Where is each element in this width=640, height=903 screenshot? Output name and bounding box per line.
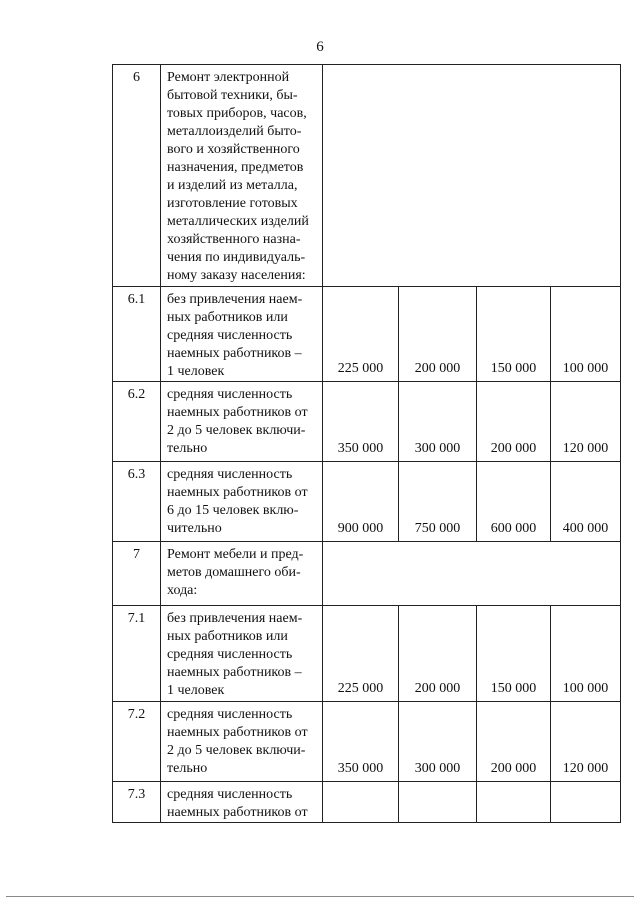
row-number: 6 [113,65,161,287]
description-line: Ремонт мебели и пред- [167,547,304,562]
description-line: средняя численность [167,787,293,802]
description-line: ных работников или [167,629,288,644]
table-body [113,65,621,823]
value-cell: 900 000 [323,462,399,542]
description-line: наемных работников от [167,725,308,740]
description-line: наемных работников от [167,485,308,500]
value-cell: 300 000 [399,382,477,462]
table-row [113,782,621,823]
description-line: без привлечения наем- [167,292,303,307]
row-description [161,782,323,823]
value-cell [399,782,477,823]
value-cell [323,782,399,823]
row-description [161,382,323,462]
description-line: ному заказу населения: [167,268,306,283]
page-bottom-rule [6,896,634,897]
description-line: изготовление готовых [167,196,298,211]
value-cell: 350 000 [323,382,399,462]
row-description [161,702,323,782]
description-line: металлоизделий быто- [167,124,302,139]
row-number: 6.2 [113,382,161,462]
row-description [161,65,323,287]
merged-empty-cell [323,542,621,606]
description-line: без привлечения наем- [167,611,303,626]
description-line: металлических изделий [167,214,309,229]
value-cell: 225 000 [323,606,399,702]
row-number: 7 [113,542,161,606]
description-line: наемных работников от [167,805,308,820]
value-cell: 150 000 [477,287,551,382]
description-line: наемных работников – [167,346,302,361]
description-line: тельно [167,761,208,776]
page-number: 6 [316,39,324,55]
row-description [161,606,323,702]
description-line: чительно [167,521,222,536]
value-cell: 600 000 [477,462,551,542]
table-row [113,287,621,382]
description-line: наемных работников от [167,405,308,420]
merged-empty-cell [323,65,621,287]
value-cell: 120 000 [551,382,621,462]
row-number: 7.1 [113,606,161,702]
value-cell: 120 000 [551,702,621,782]
description-line: вого и хозяйственного [167,142,300,157]
table-row [113,462,621,542]
description-line: средняя численность [167,328,293,343]
description-line: средняя численность [167,387,293,402]
table-row [113,702,621,782]
description-line: 1 человек [167,683,225,698]
value-cell: 300 000 [399,702,477,782]
tariff-table [112,64,621,823]
description-line: ных работников или [167,310,288,325]
row-number: 7.3 [113,782,161,823]
description-line: метов домашнего оби- [167,565,301,580]
description-line: чения по индивидуаль- [167,250,306,265]
description-line: 2 до 5 человек включи- [167,743,306,758]
description-line: средняя численность [167,707,293,722]
value-cell: 150 000 [477,606,551,702]
description-line: назначения, предметов [167,160,304,175]
value-cell: 200 000 [399,287,477,382]
value-cell: 200 000 [477,702,551,782]
table-row [113,382,621,462]
value-cell [477,782,551,823]
row-description [161,462,323,542]
description-line: хода: [167,583,198,598]
value-cell: 350 000 [323,702,399,782]
table-row [113,606,621,702]
description-line: Ремонт электронной [167,70,290,85]
description-line: и изделий из металла, [167,178,298,193]
value-cell: 200 000 [399,606,477,702]
value-cell: 225 000 [323,287,399,382]
value-cell [551,782,621,823]
value-cell: 750 000 [399,462,477,542]
table-row [113,65,621,287]
description-line: товых приборов, часов, [167,106,307,121]
description-line: средняя численность [167,647,293,662]
row-description [161,287,323,382]
value-cell: 400 000 [551,462,621,542]
description-line: 6 до 15 человек вклю- [167,503,299,518]
row-description [161,542,323,606]
description-line: средняя численность [167,467,293,482]
row-number: 6.1 [113,287,161,382]
description-line: 2 до 5 человек включи- [167,423,306,438]
value-cell: 100 000 [551,606,621,702]
description-line: тельно [167,441,208,456]
description-line: бытовой техники, бы- [167,88,298,103]
value-cell: 100 000 [551,287,621,382]
row-number: 7.2 [113,702,161,782]
description-line: хозяйственного назна- [167,232,301,247]
row-number: 6.3 [113,462,161,542]
value-cell: 200 000 [477,382,551,462]
description-line: 1 человек [167,364,225,379]
table-row [113,542,621,606]
description-line: наемных работников – [167,665,302,680]
